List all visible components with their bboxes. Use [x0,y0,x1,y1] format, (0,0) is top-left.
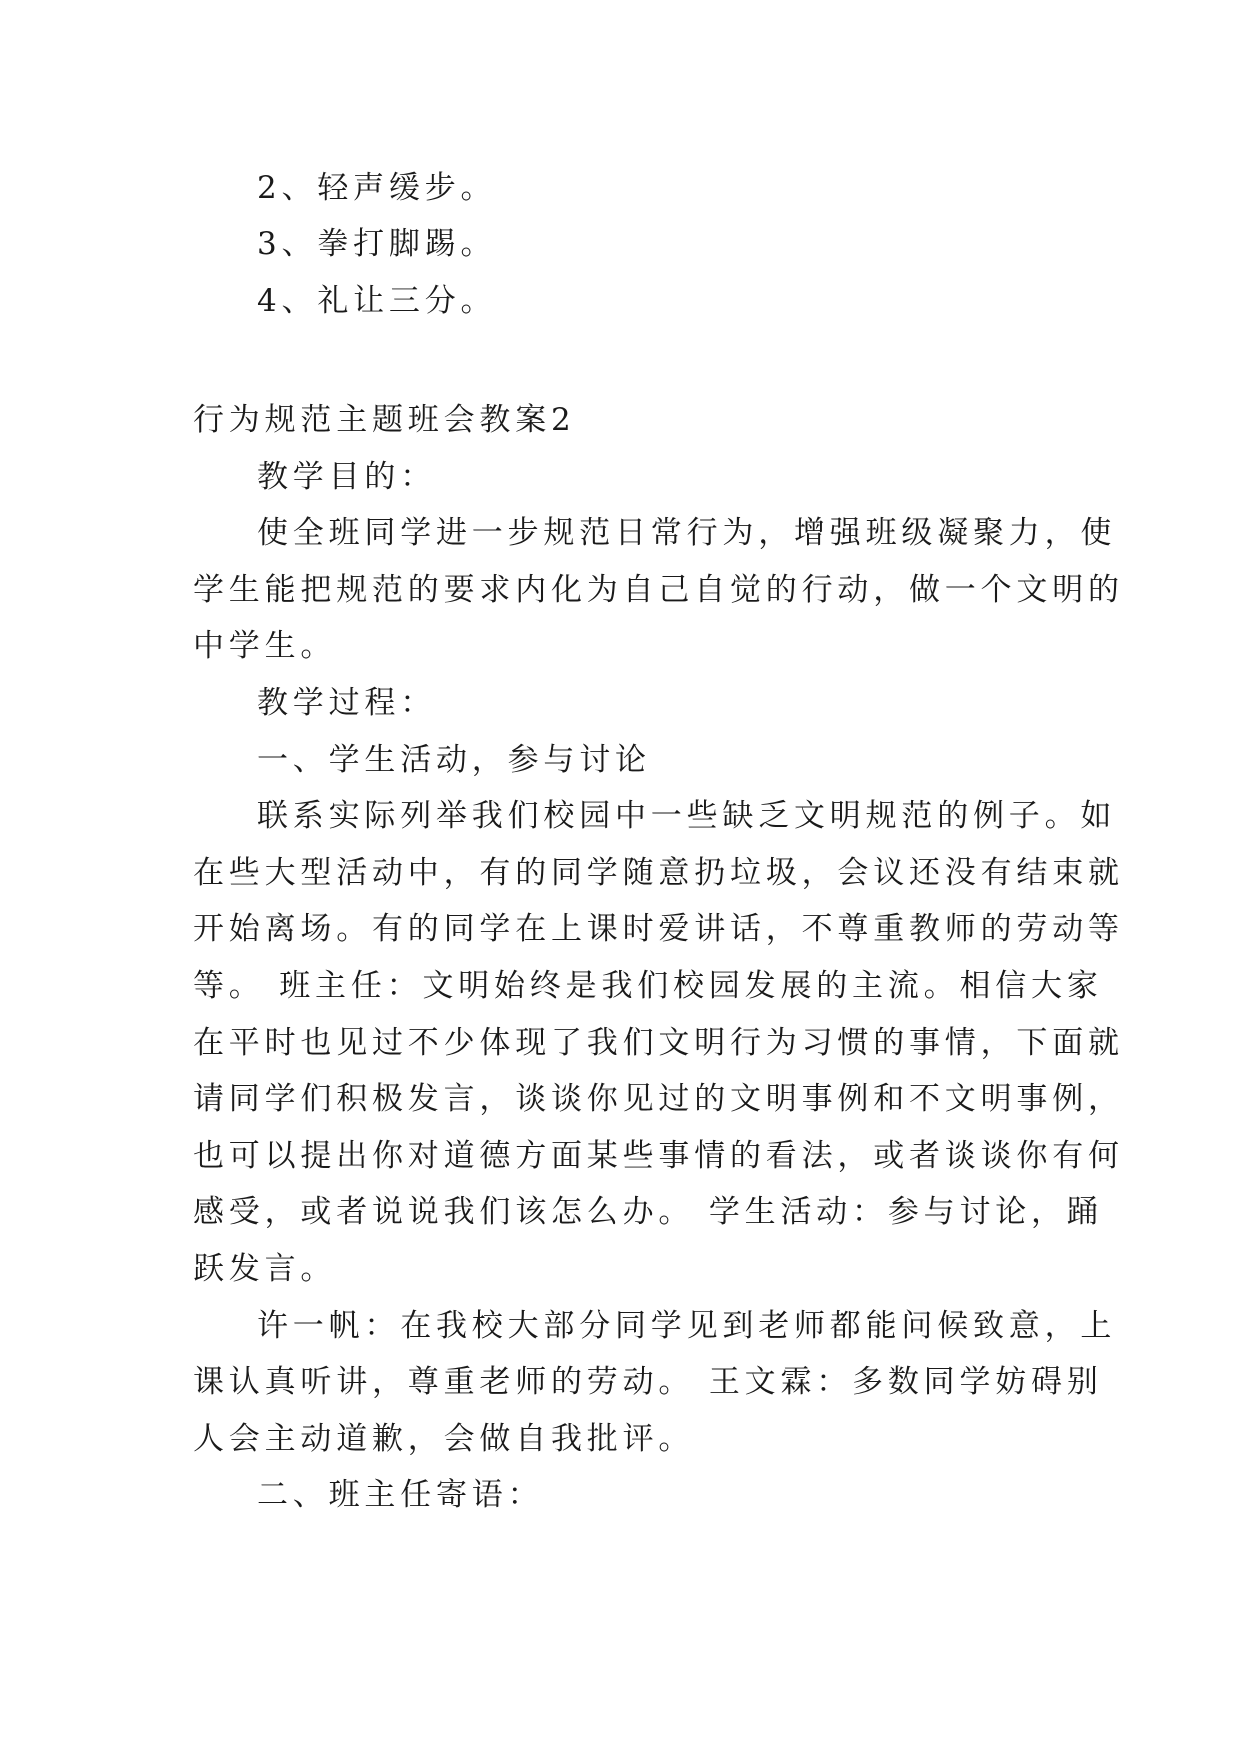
part-one-text-line: 开始离场。有的同学在上课时爱讲话，不尊重教师的劳动等 [193,911,1124,947]
student-text-line: 许一帆：在我校大部分同学见到老师都能问候致意，上 [257,1308,1117,1344]
student-text-line: 人会主动道歉，会做自我批评。 [193,1421,695,1457]
objective-text-line: 学生能把规范的要求内化为自己自觉的行动，做一个文明的 [193,572,1124,608]
part-one-text-line: 等。 班主任：文明始终是我们校园发展的主流。相信大家 [193,968,1103,1004]
list-item: 4、礼让三分。 [257,283,497,319]
student-text-line: 课认真听讲，尊重老师的劳动。 王文霖：多数同学妨碍别 [193,1364,1103,1400]
part-one-text-line: 感受，或者说说我们该怎么办。 学生活动：参与讨论，踊 [193,1194,1103,1230]
list-item: 2、轻声缓步。 [257,170,497,206]
objective-heading: 教学目的： [257,459,436,495]
section-title: 行为规范主题班会教案2 [193,402,576,438]
list-item: 3、拳打脚踢。 [257,226,497,262]
part-two-heading: 二、班主任寄语： [257,1477,544,1513]
part-one-text-line: 在些大型活动中，有的同学随意扔垃圾，会议还没有结束就 [193,855,1124,891]
part-one-text-line: 联系实际列举我们校园中一些缺乏文明规范的例子。如 [257,798,1117,834]
part-one-text-line: 跃发言。 [193,1251,337,1287]
part-one-heading: 一、学生活动，参与讨论 [257,742,651,778]
part-one-text-line: 也可以提出你对道德方面某些事情的看法，或者谈谈你有何 [193,1138,1124,1174]
part-one-text-line: 在平时也见过不少体现了我们文明行为习惯的事情，下面就 [193,1025,1124,1061]
part-one-text-line: 请同学们积极发言，谈谈你见过的文明事例和不文明事例， [193,1081,1124,1117]
objective-text-line: 使全班同学进一步规范日常行为，增强班级凝聚力，使 [257,515,1117,551]
process-heading: 教学过程： [257,685,436,721]
objective-text-line: 中学生。 [193,628,337,664]
